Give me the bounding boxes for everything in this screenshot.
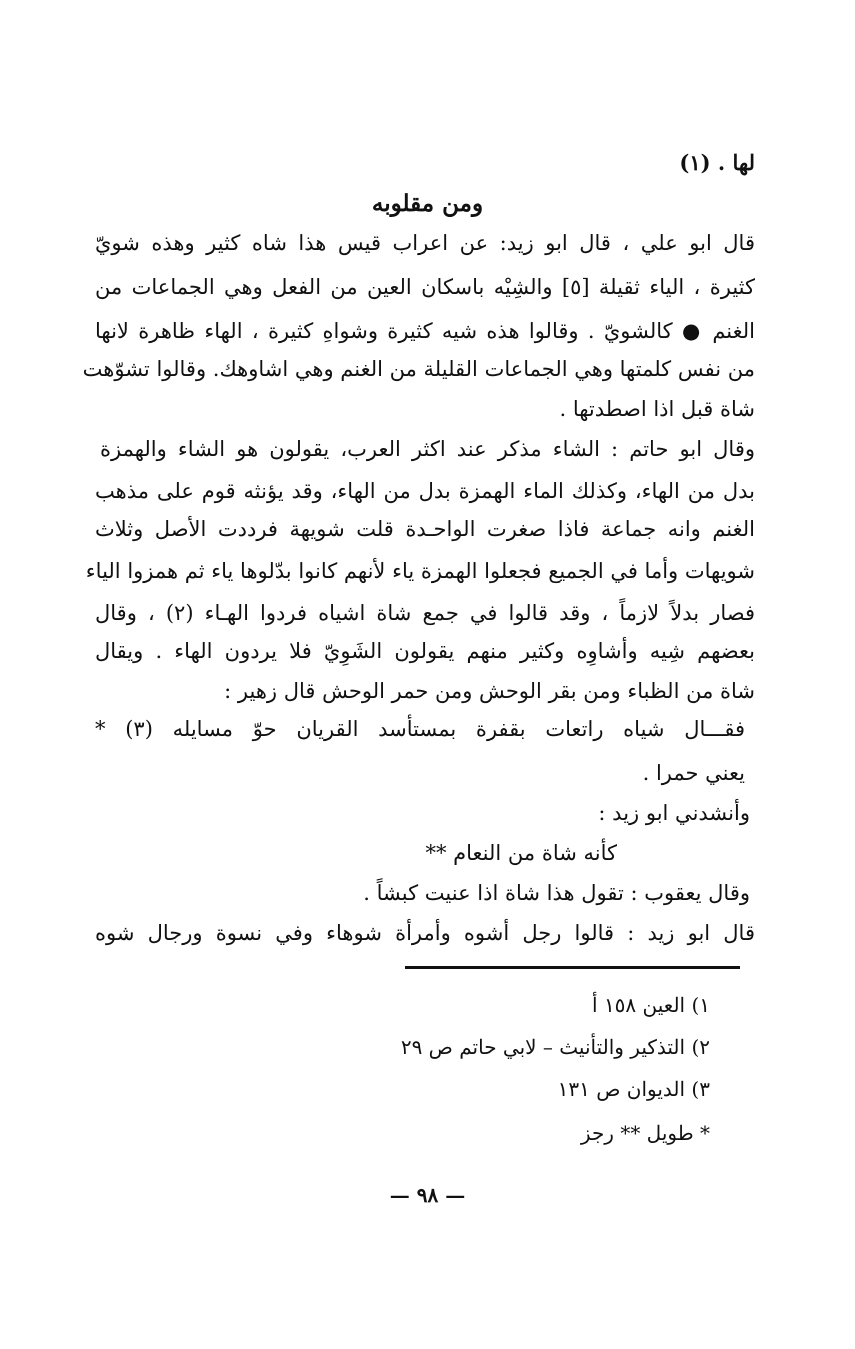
text-line: فصار بدلاً لازماً ، وقد قالوا في جمع شاة اشياه فردوا الهـاء (٢) ، وقال — [95, 601, 755, 625]
text-line: الغنم ● كالشويّ . وقالوا هذه شيه كثيرة وشواهِ كثيرة ، الهاء ظاهرة لانها — [95, 319, 755, 343]
text-line: الغنم وانه جماعة فاذا صغرت الواحـدة قلت شويهة فرددت الأصل وثلاث — [95, 517, 755, 541]
footnote: ١) العين ١٥٨ أ — [592, 993, 710, 1017]
text-line: بدل من الهاء، وكذلك الماء الهمزة بدل من الهاء، وقد يؤنثه قوم على مذهب — [95, 479, 755, 503]
footnote: ٣) الديوان ص ١٣١ — [557, 1077, 710, 1101]
text-line: وقال ابو حاتم : الشاء مذكر عند اكثر العرب، يقولون هو الشاء والهمزة — [100, 437, 755, 461]
text-line: بعضهم شِيه وأشاوِه وكثير منهم يقولون الشَوِيّ فلا يردون الهاء . ويقال — [95, 639, 755, 663]
page-number: — ٩٨ — — [389, 1183, 466, 1207]
section-title: ومن مقلوبه — [371, 190, 484, 217]
footnote: ٢) التذكير والتأنيث – لابي حاتم ص ٢٩ — [400, 1035, 710, 1059]
footnote-divider — [405, 966, 740, 969]
text-line: شويهات وأما في الجميع فجعلوا الهمزة ياء لأنهم كانوا بدّلوها ياء ثم همزوا الياء — [85, 559, 755, 583]
footnote: * طويل ** رجز — [580, 1121, 710, 1145]
top-reference: لها . (١) — [679, 150, 755, 175]
text-line: يعني حمرا . — [642, 761, 745, 785]
text-line: شاة من الظباء ومن بقر الوحش ومن حمر الوحش قال زهير : — [224, 679, 755, 703]
verse-line: كأنه شاة من النعام ** — [425, 841, 617, 865]
text-line: قال ابو زيد : قالوا رجل أشوه وأمرأة شوهاء وفي نسوة ورجال شوه — [95, 921, 755, 945]
text-line: وقال يعقوب : تقول هذا شاة اذا عنيت كبشاً . — [363, 881, 750, 905]
text-line: من نفس كلمتها وهي الجماعات القليلة من الغنم وهي اشاوهك. وقالوا تشوّهت — [82, 357, 755, 381]
text-line: شاة قبل اذا اصطدتها . — [559, 397, 755, 421]
text-line: كثيرة ، الياء ثقيلة [٥] والشِيْه باسكان العين من الفعل وهي الجماعات من — [95, 275, 755, 299]
text-line: قال ابو علي ، قال ابو زيد: عن اعراب قيس هذا شاه كثير وهذه شويّ — [95, 231, 755, 255]
verse-line: فقـــال شياه راتعات بقفرة بمستأسد القريان حوّ مسايله (٣) * — [95, 717, 746, 741]
text-line: وأنشدني ابو زيد : — [598, 801, 750, 825]
